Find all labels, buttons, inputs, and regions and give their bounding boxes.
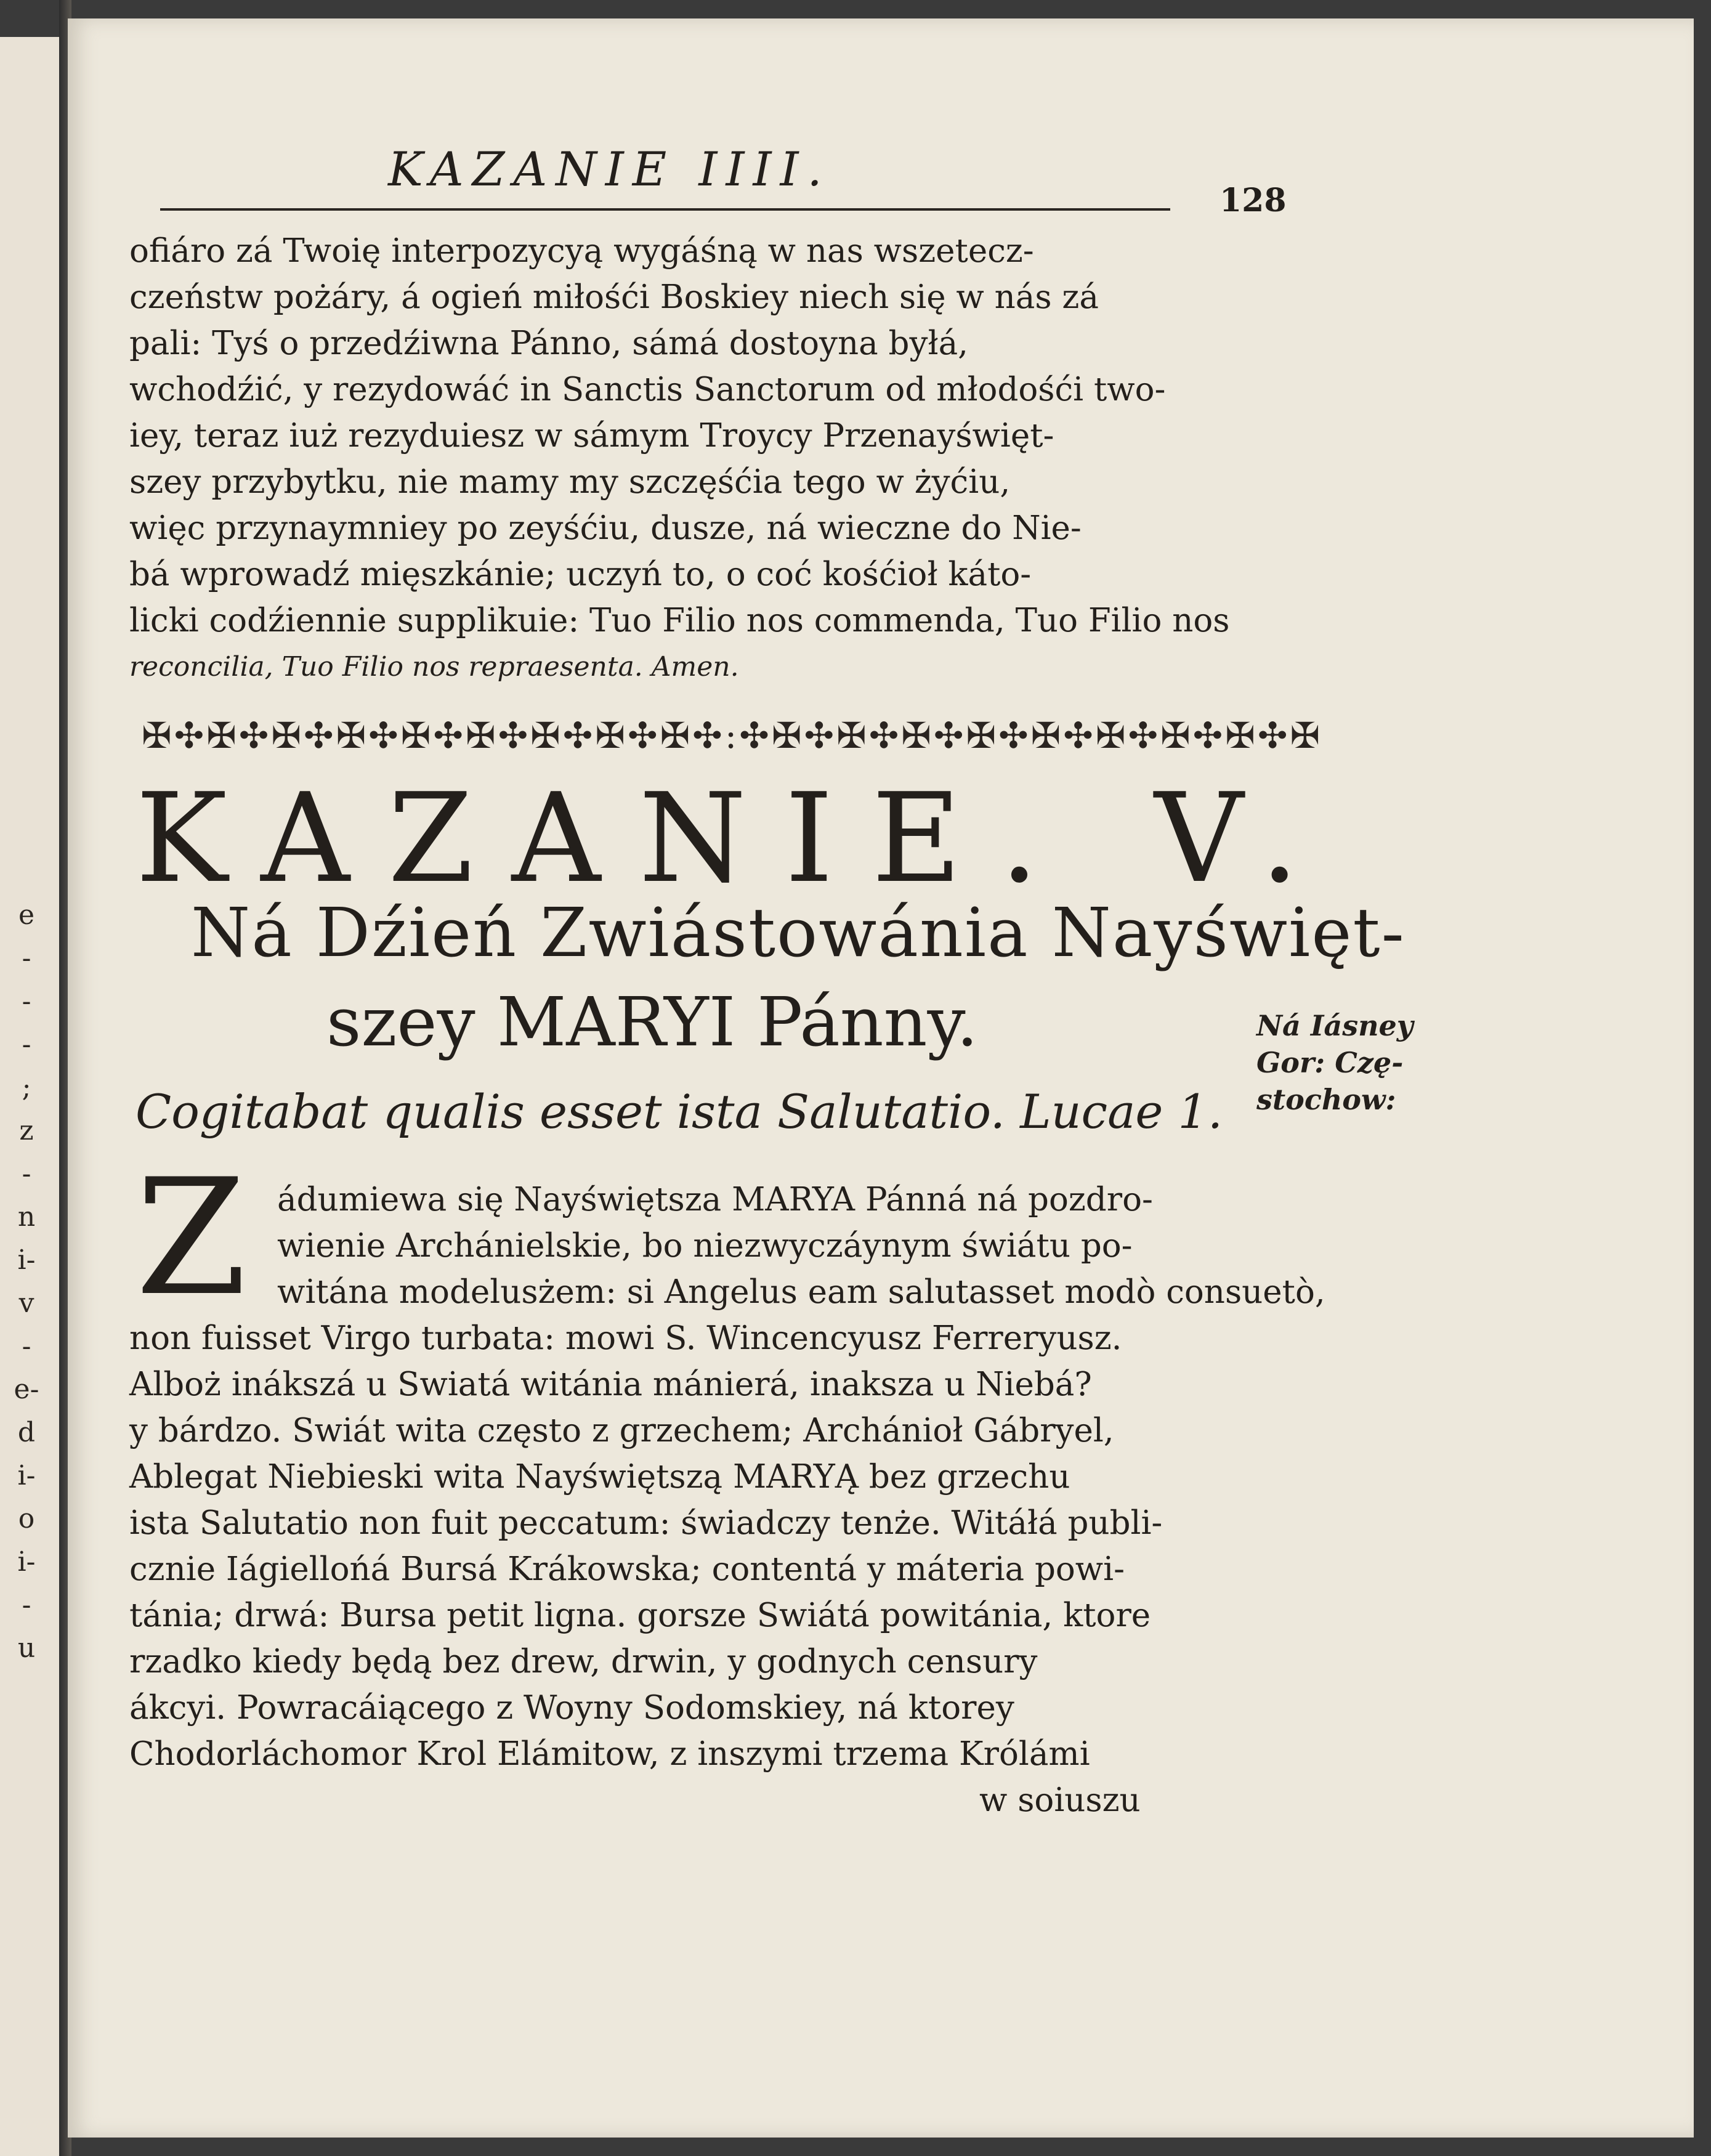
- text-line: ofiáro zá Twoię interpozycyą wygáśną w nas wszetecz-: [129, 232, 1034, 270]
- previous-sermon-ending: [129, 228, 1230, 690]
- epigraph: Cogitabat qualis esset ista Salutatio. Lucae 1.: [136, 1084, 1223, 1139]
- left-margin-char: i-: [17, 1244, 36, 1276]
- left-margin-char: ;: [22, 1072, 31, 1103]
- ornamental-divider: ✠✣✠✣✠✣✠✣✠✣✠✣✠✣✠✣✠✣:✣✠✣✠✣✠✣✠✣✠✣✠✣✠✣✠✣✠: [142, 715, 1323, 756]
- running-head: KAZANIE IIII.: [388, 142, 831, 197]
- text-line: szey przybytku, nie mamy my szczęśćia tego w żyćiu,: [129, 463, 1011, 501]
- text-line: pali: Tyś o przedźiwna Pánno, sámá dostoyna byłá,: [129, 325, 969, 362]
- sermon-title: KAZANIE. V.: [136, 767, 1338, 910]
- margin-note-line: Gor: Czę-: [1256, 1046, 1404, 1079]
- text-line: Ablegat Niebieski wita Nayświętszą MARYĄ bez grzechu: [129, 1458, 1070, 1496]
- sermon-subtitle-line-1: Ná Dźień Zwiástowánia Nayświęt-: [191, 893, 1406, 972]
- text-line: więc przynaymniey po zeyśćiu, dusze, ná wieczne do Nie-: [129, 509, 1082, 547]
- text-line: cznie Iágiellońá Bursá Krákowska; contentá y máteria powi-: [129, 1550, 1125, 1588]
- left-margin-char: -: [22, 1029, 31, 1060]
- text-line: rzadko kiedy będą bez drew, drwin, y godnych censury: [129, 1643, 1038, 1680]
- header-rule: [160, 208, 1170, 211]
- catchword: w soiuszu: [979, 1781, 1141, 1819]
- left-margin-char: i-: [17, 1546, 36, 1578]
- left-margin-fragments: [11, 899, 48, 1823]
- left-margin-char: -: [22, 1158, 31, 1189]
- sermon-subtitle-line-2: szey MARYI Pánny.: [326, 983, 978, 1061]
- margin-note: [1256, 1007, 1441, 1118]
- text-line: wienie Archánielskie, bo niezwyczáynym świátu po-: [277, 1227, 1133, 1265]
- text-line: y bárdzo. Swiát wita często z grzechem; Archánioł Gábryel,: [129, 1412, 1114, 1449]
- left-margin-char: n: [17, 1201, 36, 1233]
- margin-note-line: stochow:: [1256, 1083, 1396, 1116]
- text-line: tánia; drwá: Bursa petit ligna. gorsze Swiátá powitánia, ktore: [129, 1597, 1151, 1634]
- book-page: [68, 18, 1694, 2138]
- text-line: ista Salutatio non fuit peccatum: świadczy tenże. Witáłá publi-: [129, 1504, 1163, 1542]
- left-margin-char: i-: [17, 1460, 36, 1491]
- left-margin-char: z: [19, 1115, 34, 1146]
- drop-cap: Z: [136, 1145, 247, 1331]
- left-margin-char: e-: [14, 1374, 39, 1405]
- left-margin-char: u: [17, 1632, 36, 1664]
- margin-note-line: Ná Iásney: [1256, 1009, 1414, 1042]
- left-margin-char: e: [18, 899, 35, 931]
- text-line: ádumiewa się Nayświętsza MARYA Pánná ná pozdro-: [277, 1181, 1153, 1218]
- left-margin-char: v: [18, 1287, 34, 1319]
- left-margin-char: -: [22, 942, 31, 974]
- text-line: witána modelusżem: si Angelus eam salutasset modò consuetò,: [277, 1273, 1325, 1311]
- left-margin-char: -: [22, 1331, 31, 1362]
- text-line: reconcilia, Tuo Filio nos repraesenta. Amen.: [129, 651, 739, 683]
- sermon-body: [129, 1177, 1325, 1823]
- left-page-edge: [0, 37, 59, 2156]
- text-line: wchodźić, y rezydowáć in Sanctis Sanctorum od młodośći two-: [129, 371, 1166, 408]
- text-line: ákcyi. Powracáiącego z Woyny Sodomskiey, ná ktorey: [129, 1689, 1014, 1727]
- text-line: licki codźiennie supplikuie: Tuo Filio nos commenda, Tuo Filio nos: [129, 602, 1230, 639]
- text-line: bá wprowadź mięszkánie; uczyń to, o coć kośćioł káto-: [129, 556, 1032, 593]
- left-margin-char: -: [22, 1589, 31, 1621]
- left-margin-char: d: [17, 1417, 36, 1448]
- text-line: non fuisset Virgo turbata: mowi S. Wincencyusz Ferreryusz.: [129, 1319, 1122, 1357]
- page-number: 128: [1220, 182, 1287, 219]
- text-line: iey, teraz iuż rezyduiesz w sámym Troycy Przenayświęt-: [129, 417, 1054, 455]
- left-margin-char: o: [18, 1503, 35, 1534]
- text-line: Alboż inákszá u Swiatá witánia mánierá, inaksza u Niebá?: [129, 1366, 1092, 1403]
- text-line: czeństw pożáry, á ogień miłośći Boskiey niech się w nás zá: [129, 278, 1099, 316]
- left-margin-char: -: [22, 986, 31, 1017]
- text-line: Chodorláchomor Krol Elámitow, z inszymi trzema Królámi: [129, 1735, 1090, 1773]
